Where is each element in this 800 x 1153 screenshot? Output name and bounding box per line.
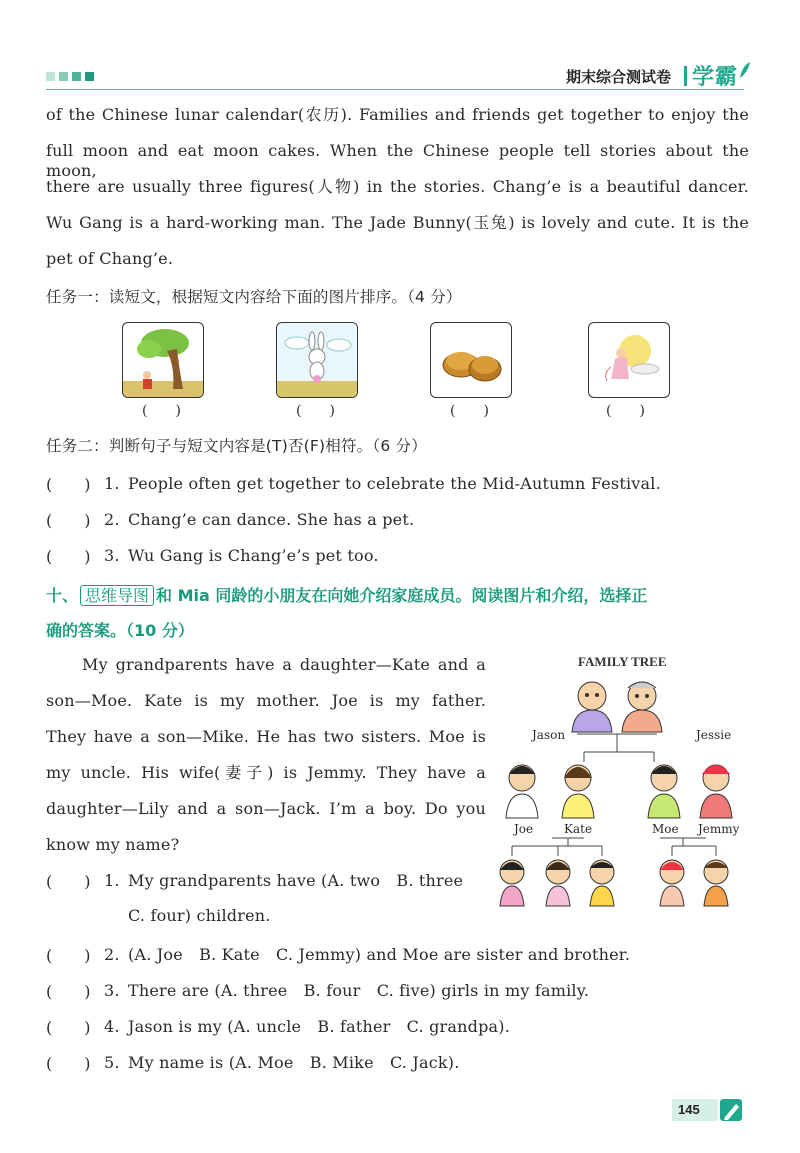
- question-number: 2.: [104, 510, 120, 529]
- page-number-badge: [672, 1097, 744, 1123]
- passage-line: pet of Chang’e.: [46, 249, 174, 268]
- task1-title: 任务一：读短文，根据短文内容给下面的图片排序。（4 分）: [46, 288, 462, 306]
- header-title: 期末综合测试卷: [566, 68, 672, 86]
- child-figure: [546, 860, 570, 906]
- passage2-line: They have a son—Mike. He has two sisters. Moe is: [46, 727, 486, 746]
- picture-tree: [122, 322, 204, 398]
- brand-text: 学霸: [692, 65, 739, 90]
- passage-line: there are usually three figures(人物) in the stories. Chang’e is a beautiful dancer.: [46, 177, 749, 196]
- question-text: (A. Joe B. Kate C. Jemmy) and Moe are sister and brother.: [128, 945, 631, 964]
- answer-blank[interactable]: ( ): [450, 403, 489, 419]
- family-tree: [492, 650, 752, 915]
- question-text: My name is (A. Moe B. Mike C. Jack).: [128, 1053, 460, 1072]
- picture-mooncake: [430, 322, 512, 398]
- aunt-figure: [700, 765, 732, 818]
- child-figure: [590, 860, 614, 906]
- question-number: 5.: [104, 1053, 120, 1072]
- bunny-icon: [277, 323, 357, 397]
- member-name: Jemmy: [698, 822, 740, 836]
- mooncake-icon: [431, 323, 511, 397]
- question-text: My grandparents have (A. two B. three: [128, 871, 464, 890]
- member-name: Joe: [514, 822, 534, 836]
- question-text: Jason is my (A. uncle B. father C. grandpa).: [128, 1017, 510, 1036]
- header-square: [72, 72, 81, 81]
- answer-blank[interactable]: ( ): [46, 547, 91, 566]
- picture-bunny: [276, 322, 358, 398]
- grandma-figure: [622, 682, 662, 732]
- passage2-line: My grandparents have a daughter—Kate and a: [82, 655, 486, 674]
- header-square: [59, 72, 68, 81]
- passage2-line: know my name?: [46, 835, 180, 854]
- child-figure: [660, 860, 684, 906]
- question-number: 2.: [104, 945, 120, 964]
- header-divider: [684, 66, 687, 86]
- member-name: Kate: [564, 822, 593, 836]
- header-decoration: [46, 72, 94, 81]
- question-number: 1.: [104, 871, 120, 890]
- question-text: Chang’e can dance. She has a pet.: [128, 510, 415, 529]
- change-moon-icon: [589, 323, 669, 397]
- passage-line: Wu Gang is a hard-working man. The Jade Bunny(玉兔) is lovely and cute. It is the: [46, 213, 749, 232]
- question-text: There are (A. three B. four C. five) girls in my family.: [128, 981, 590, 1000]
- answer-blank[interactable]: ( ): [46, 1054, 91, 1073]
- section-instruction-cont: 确的答案。（10 分）: [46, 621, 194, 640]
- child-figure: [704, 860, 728, 906]
- question-text: People often get together to celebrate the Mid-Autumn Festival.: [128, 474, 661, 493]
- question-number: 3.: [104, 546, 120, 565]
- member-name: Moe: [652, 822, 679, 836]
- question-text-cont: C. four) children.: [128, 906, 271, 925]
- member-name: Jason: [532, 728, 566, 742]
- passage2-line: daughter—Lily and a son—Jack. I’m a boy. Do you: [46, 799, 486, 818]
- passage2-line: son—Moe. Kate is my mother. Joe is my father.: [46, 691, 486, 710]
- family-tree-title: FAMILY TREE: [578, 654, 667, 669]
- member-name: Jessie: [696, 728, 732, 742]
- question-number: 3.: [104, 981, 120, 1000]
- leaf-icon: [738, 60, 752, 80]
- pencil-icon: [720, 1099, 742, 1121]
- child-figure: [500, 860, 524, 906]
- header-square: [46, 72, 55, 81]
- section-heading: [46, 583, 647, 606]
- answer-blank[interactable]: ( ): [46, 946, 91, 965]
- section-number: 十、: [46, 586, 79, 605]
- mindmap-tag: 思维导图: [80, 585, 154, 606]
- answer-blank[interactable]: ( ): [46, 475, 91, 494]
- mother-figure: [562, 765, 594, 818]
- section-instruction: 和 Mia 同龄的小朋友在向她介绍家庭成员。阅读图片和介绍，选择正: [156, 586, 648, 605]
- page-number: 145: [678, 1102, 700, 1117]
- grandpa-figure: [572, 682, 612, 732]
- answer-blank[interactable]: ( ): [296, 403, 335, 419]
- tree-chopping-icon: [123, 323, 203, 397]
- picture-change: [588, 322, 670, 398]
- answer-blank[interactable]: ( ): [46, 872, 91, 891]
- passage2-line: my uncle. His wife(妻子) is Jemmy. They have a: [46, 763, 486, 782]
- header-square: [85, 72, 94, 81]
- answer-blank[interactable]: ( ): [46, 1018, 91, 1037]
- question-text: Wu Gang is Chang’e’s pet too.: [128, 546, 379, 565]
- uncle-figure: [648, 765, 680, 818]
- answer-blank[interactable]: ( ): [46, 982, 91, 1001]
- question-number: 1.: [104, 474, 120, 493]
- brand-logo: [692, 60, 752, 91]
- passage-line: full moon and eat moon cakes. When the Chinese people tell stories about the moon,: [46, 141, 749, 180]
- passage-line: of the Chinese lunar calendar(农历). Families and friends get together to enjoy the: [46, 105, 749, 124]
- father-figure: [506, 765, 538, 818]
- answer-blank[interactable]: ( ): [46, 511, 91, 530]
- question-number: 4.: [104, 1017, 120, 1036]
- answer-blank[interactable]: ( ): [142, 403, 181, 419]
- answer-blank[interactable]: ( ): [606, 403, 645, 419]
- task2-title: 任务二：判断句子与短文内容是(T)否(F)相符。（6 分）: [46, 437, 427, 455]
- header-rule: [46, 89, 744, 90]
